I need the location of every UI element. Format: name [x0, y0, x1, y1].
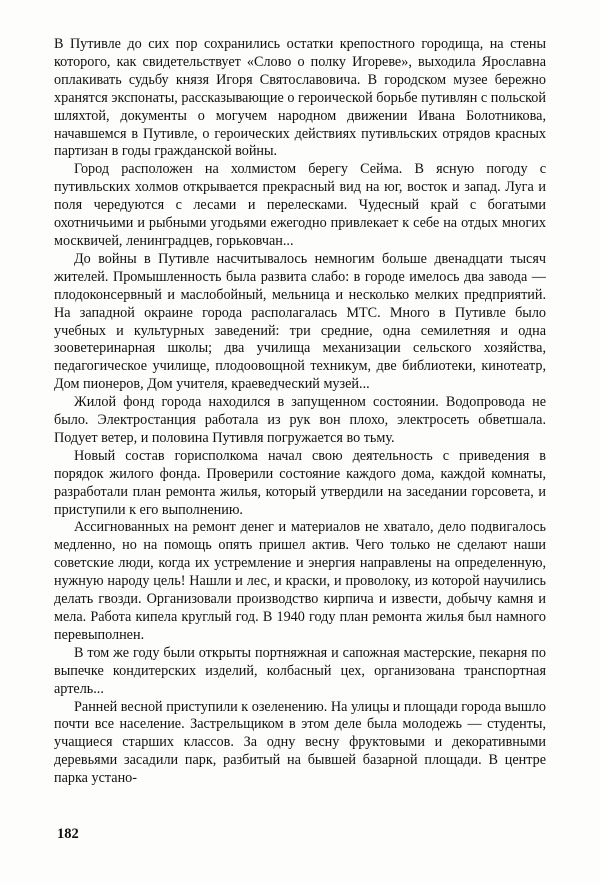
paragraph-5: Новый состав горисполкома начал свою деятельность с приведения в порядок жилого фонда. Проверили состояние каждого дома, каждой комнаты, разработали план ремонта жилья, который утвердили на заседании горсовета, и приступили к его выполнению. [54, 447, 546, 518]
paragraph-4: Жилой фонд города находился в запущенном состоянии. Водопровода не было. Электростанция работала из рук вон плохо, электросеть обветшала. Подует ветер, и половина Путивля погружается во тьму. [54, 394, 546, 446]
paragraph-2: Город расположен на холмистом берегу Сейма. В ясную погоду с путивльских холмов открывается прекрасный вид на юг, восток и запад. Луга и поля чередуются с лесами и перелесками. Чудесный край с богатыми охотничьими и рыбными угодьями ежегодно привлекает к себе на отдых многих москвичей, ленинградцев, горьковчан... [54, 161, 546, 249]
body-text [54, 36, 546, 788]
page-number: 182 [57, 826, 79, 842]
paragraph-7: В том же году были открыты портняжная и сапожная мастерские, пекарня по выпечке кондитерских изделий, колбасный цех, организована транспортная артель... [54, 644, 546, 697]
paragraph-6: Ассигнованных на ремонт денег и материалов не хватало, дело подвигалось медленно, но на помощь опять пришел актив. Чего только не сделают наши советские люди, когда их устремление и энергия направлены на определенную, нужную народу цель! Нашли и лес, и краски, и проволоку, из которой научились делать гвозди. Организовали производство кирпича и извести, добычу камня и мела. Работа кипела круглый год. В 1940 году план ремонта жилья был намного перевыполнен. [54, 519, 546, 643]
paragraph-3: До войны в Путивле насчитывалось немногим больше двенадцати тысяч жителей. Промышленность была развита слабо: в городе имелось два завода — плодоконсервный и маслобойный, мельница и несколько мелких предприятий. На западной окраине города располагалась МТС. Много в Путивле было учебных и культурных заведений: три средние, одна семилетняя и одна зооветеринарная школы; два училища механизации сельского хозяйства, педагогическое училище, плодоовощной техникум, две библиотеки, кинотеатр, Дом пионеров, Дом учителя, краеведческий музей... [54, 250, 546, 393]
paragraph-8: Ранней весной приступили к озеленению. На улицы и площади города вышло почти все население. Застрельщиком в этом деле была молодежь — студенты, учащиеся старших классов. За одну весну фруктовыми и декоративными деревьями засадили парк, разбитый на бывшей базарной площади. В центре парка устано- [54, 698, 546, 787]
paragraph-1: В Путивле до сих пор сохранились остатки крепостного городища, на стены которого, как свидетельствует «Слово о полку Игореве», выходила Ярославна оплакивать судьбу князя Игоря Святославовича. В городском музее бережно хранятся экспонаты, рассказывающие о героической борьбе путивлян с польской шляхтой, документы о могучем народном движении Ивана Болотникова, начавшемся в Путивле, о героических действиях путивльских отрядов красных партизан в годы гражданской войны. [54, 36, 546, 160]
